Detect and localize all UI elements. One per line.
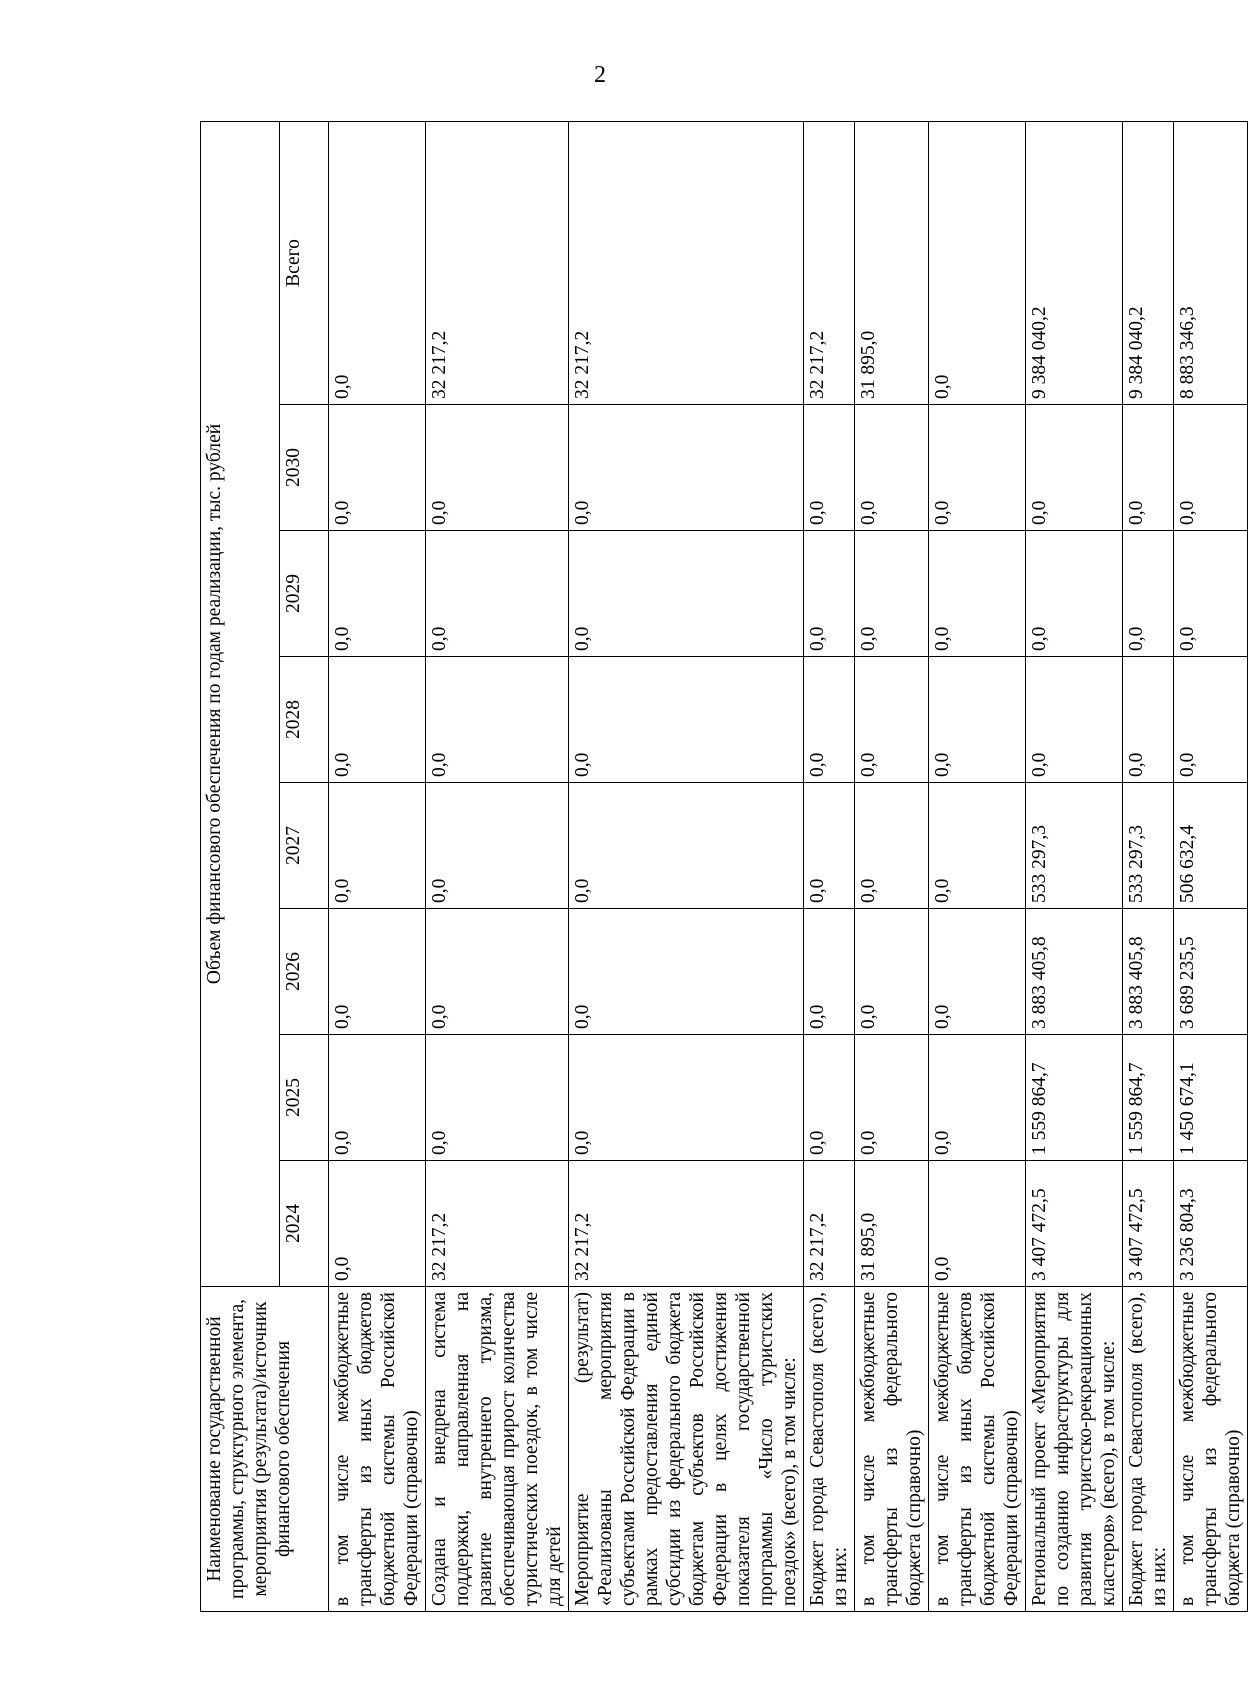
row-value: 0,0 [569,657,804,783]
header-year: 2030 [280,405,329,531]
row-value: 0,0 [426,405,569,531]
row-value: 0,0 [1123,657,1174,783]
row-value: 0,0 [855,1035,929,1161]
row-value: 0,0 [329,1035,426,1161]
row-value: 0,0 [569,531,804,657]
row-value: 1 559 864,7 [1123,1035,1174,1161]
row-value: 0,0 [1123,531,1174,657]
row-value: 0,0 [1026,531,1123,657]
table-row [569,121,804,1611]
row-value: 0,0 [804,909,855,1035]
row-value: 1 450 674,1 [1174,1035,1248,1161]
row-value: 0,0 [1026,657,1123,783]
row-value: 0,0 [329,405,426,531]
row-value: 0,0 [329,783,426,909]
table-row [1026,121,1123,1611]
row-value: 0,0 [426,783,569,909]
row-value: 31 895,0 [855,1161,929,1287]
row-total: 0,0 [929,121,1026,404]
row-value: 0,0 [855,405,929,531]
header-year: 2029 [280,531,329,657]
row-value: 0,0 [929,783,1026,909]
table-row [1174,121,1248,1611]
row-name: Мероприятие (результат) «Реализованы мероприятия субъектами Российской Федерации в рамках предоставления единой субсидии из федерального бюджета бюджетам субъектов Российской Федерации в целях достижения показателя государственной программы «Число туристских поездок» (всего), в том числе: [569,1287,804,1612]
header-year: 2027 [280,783,329,909]
row-value: 0,0 [929,657,1026,783]
row-name: в том числе межбюджетные трансферты из федерального бюджета (справочно) [855,1287,929,1612]
table-row [1123,121,1174,1611]
row-value: 0,0 [426,531,569,657]
row-name: в том числе межбюджетные трансферты из иных бюджетов бюджетной системы Российской Федерации (справочно) [329,1287,426,1612]
row-value: 0,0 [1174,531,1248,657]
row-value: 0,0 [804,783,855,909]
page-number: 2 [594,62,606,88]
row-value: 0,0 [426,1035,569,1161]
row-value: 0,0 [855,909,929,1035]
row-name: Бюджет города Севастополя (всего), из них: [804,1287,855,1612]
header-year: 2025 [280,1035,329,1161]
row-value: 3 883 405,8 [1123,909,1174,1035]
table-row [426,121,569,1611]
row-value: 0,0 [929,909,1026,1035]
row-value: 0,0 [929,1035,1026,1161]
row-value: 0,0 [929,405,1026,531]
row-value: 0,0 [804,531,855,657]
row-value: 32 217,2 [804,1161,855,1287]
row-total: 9 384 040,2 [1026,121,1123,404]
financing-table-rotated [200,122,1244,1612]
row-value: 1 559 864,7 [1026,1035,1123,1161]
header-total: Всего [280,121,329,404]
row-value: 3 236 804,3 [1174,1161,1248,1287]
row-value: 0,0 [804,657,855,783]
row-total: 0,0 [329,121,426,404]
row-value: 0,0 [855,531,929,657]
row-value: 0,0 [569,783,804,909]
table-row [929,121,1026,1611]
row-name: Создана и внедрена система поддержки, направленная на развитие внутреннего туризма, обеспечивающая прирост количества туристических поездок, в том числе для детей [426,1287,569,1612]
row-total: 32 217,2 [804,121,855,404]
header-year: 2024 [280,1161,329,1287]
row-name: Бюджет города Севастополя (всего), из них: [1123,1287,1174,1612]
row-total: 32 217,2 [426,121,569,404]
row-name: Региональный проект «Мероприятия по созданию инфраструктуры для развития туристско-рекреационных кластеров» (всего), в том числе: [1026,1287,1123,1612]
row-name: в том числе межбюджетные трансферты из федерального бюджета (справочно) [1174,1287,1248,1612]
row-value: 0,0 [804,1035,855,1161]
header-volume: Объем финансового обеспечения по годам реализации, тыс. рублей [201,121,280,1286]
row-value: 0,0 [426,657,569,783]
row-value: 0,0 [1174,405,1248,531]
table-row [855,121,929,1611]
row-value: 0,0 [426,909,569,1035]
row-value: 0,0 [804,405,855,531]
row-total: 9 384 040,2 [1123,121,1174,404]
row-value: 32 217,2 [569,1161,804,1287]
row-value: 3 407 472,5 [1123,1161,1174,1287]
table-body [329,121,1248,1611]
row-value: 0,0 [1123,405,1174,531]
header-name: Наименование государственной программы, структурного элемента, мероприятия (результата)/источник финансового обеспечения [201,1287,329,1612]
row-value: 506 632,4 [1174,783,1248,909]
row-value: 3 883 405,8 [1026,909,1123,1035]
table-row [329,121,426,1611]
table-row [804,121,855,1611]
financing-table [200,121,1248,1612]
row-value: 0,0 [569,909,804,1035]
row-value: 0,0 [569,405,804,531]
row-value: 0,0 [929,1161,1026,1287]
row-value: 0,0 [929,531,1026,657]
row-value: 0,0 [855,657,929,783]
row-value: 0,0 [1026,405,1123,531]
row-value: 0,0 [855,783,929,909]
row-name: в том числе межбюджетные трансферты из иных бюджетов бюджетной системы Российской Федерации (справочно) [929,1287,1026,1612]
row-total: 8 883 346,3 [1174,121,1248,404]
row-value: 0,0 [569,1035,804,1161]
row-value: 32 217,2 [426,1161,569,1287]
row-value: 0,0 [329,531,426,657]
row-total: 32 217,2 [569,121,804,404]
row-value: 0,0 [329,657,426,783]
row-value: 3 689 235,5 [1174,909,1248,1035]
row-value: 3 407 472,5 [1026,1161,1123,1287]
header-year: 2026 [280,909,329,1035]
row-value: 0,0 [1174,657,1248,783]
row-value: 0,0 [329,909,426,1035]
header-year: 2028 [280,657,329,783]
row-total: 31 895,0 [855,121,929,404]
row-value: 533 297,3 [1123,783,1174,909]
row-value: 0,0 [329,1161,426,1287]
row-value: 533 297,3 [1026,783,1123,909]
